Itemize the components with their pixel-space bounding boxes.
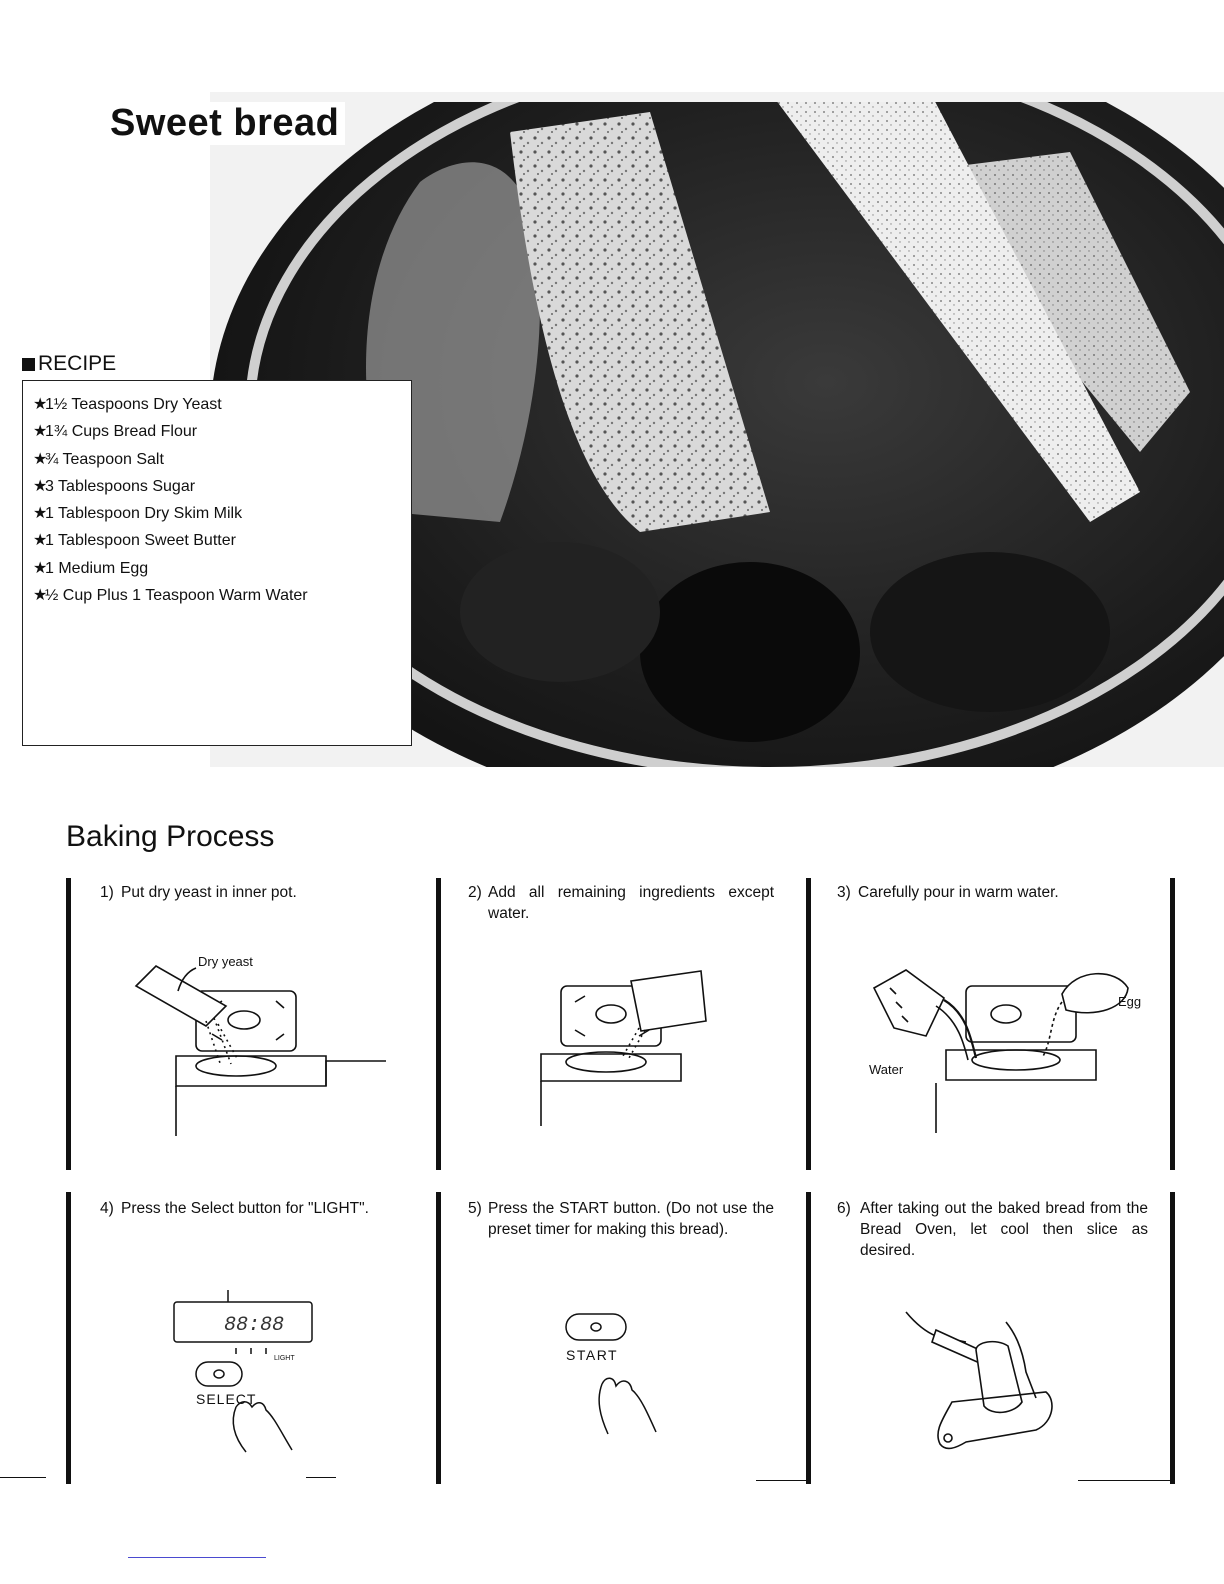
water-label: Water (869, 1062, 904, 1077)
star-icon: ★ (33, 532, 48, 550)
divider (0, 1477, 46, 1478)
step-text: After taking out the baked bread from the Bread Oven, let cool then slice as desired. (860, 1200, 1148, 1259)
step-number: 4) (100, 1200, 114, 1217)
divider (436, 878, 441, 1170)
list-item: ★3 Tablespoons Sugar (33, 473, 411, 500)
step-number: 6) (837, 1200, 851, 1217)
divider (806, 878, 811, 1170)
dry-yeast-label: Dry yeast (198, 956, 253, 969)
step-6 (806, 1192, 1176, 1484)
water-egg-illustration (866, 958, 1156, 1138)
step-4 (66, 1192, 436, 1484)
recipe-heading (22, 352, 116, 376)
step-text: Press the START button. (Do not use the preset timer for making this bread). (488, 1200, 774, 1238)
divider (436, 1192, 441, 1484)
divider (66, 1192, 71, 1484)
step-number: 3) (837, 884, 851, 901)
baking-process-title: Baking Process (66, 820, 275, 853)
recipe-list (33, 391, 411, 609)
page-title: Sweet bread (110, 102, 345, 145)
step-text: Add all remaining ingredients except water. (488, 884, 774, 922)
divider (1170, 878, 1175, 1170)
list-item: ★¾ Teaspoon Salt (33, 446, 411, 473)
step-5 (436, 1192, 806, 1484)
select-button-illustration (166, 1282, 336, 1467)
step-text: Press the Select button for "LIGHT". (121, 1200, 369, 1217)
list-item: ★1 Medium Egg (33, 555, 411, 582)
egg-label: Egg (1118, 994, 1142, 1009)
star-icon: ★ (33, 396, 48, 413)
recipe-heading-label: RECIPE (38, 352, 117, 375)
divider (1170, 1192, 1175, 1484)
list-item: ★1½ Teaspoons Dry Yeast (33, 391, 411, 418)
star-icon: ★ (33, 423, 48, 441)
divider (128, 1557, 266, 1558)
divider (1078, 1480, 1174, 1481)
star-icon: ★ (33, 505, 48, 523)
divider (306, 1477, 336, 1478)
yeast-illustration (126, 956, 416, 1146)
divider (756, 1480, 806, 1481)
start-label: START (566, 1347, 619, 1363)
step-1 (66, 878, 436, 1170)
recipe-list-box (22, 380, 412, 746)
slicing-illustration (896, 1302, 1066, 1457)
select-label: SELECT (196, 1391, 257, 1407)
square-bullet-icon (22, 358, 35, 371)
step-number: 5) (468, 1200, 482, 1217)
list-item: ★1 Tablespoon Sweet Butter (33, 527, 411, 554)
step-3 (806, 878, 1176, 1170)
step-text: Carefully pour in warm water. (858, 884, 1059, 901)
star-icon: ★ (33, 559, 48, 577)
list-item: ★1 Tablespoon Dry Skim Milk (33, 500, 411, 527)
ingredients-illustration (531, 966, 741, 1136)
step-2 (436, 878, 806, 1170)
step-text: Put dry yeast in inner pot. (121, 884, 297, 901)
star-icon: ★ (33, 477, 48, 495)
star-icon: ★ (33, 587, 48, 605)
list-item: ★1¾ Cups Bread Flour (33, 418, 411, 445)
star-icon: ★ (33, 450, 48, 468)
light-indicator-label: LIGHT (274, 1355, 295, 1362)
step-number: 1) (100, 884, 114, 901)
display-digits: 88:88 (224, 1314, 285, 1337)
step-number: 2) (468, 884, 482, 901)
start-button-illustration (556, 1304, 696, 1449)
divider (66, 878, 71, 1170)
divider (806, 1192, 811, 1484)
list-item: ★½ Cup Plus 1 Teaspoon Warm Water (33, 582, 411, 609)
